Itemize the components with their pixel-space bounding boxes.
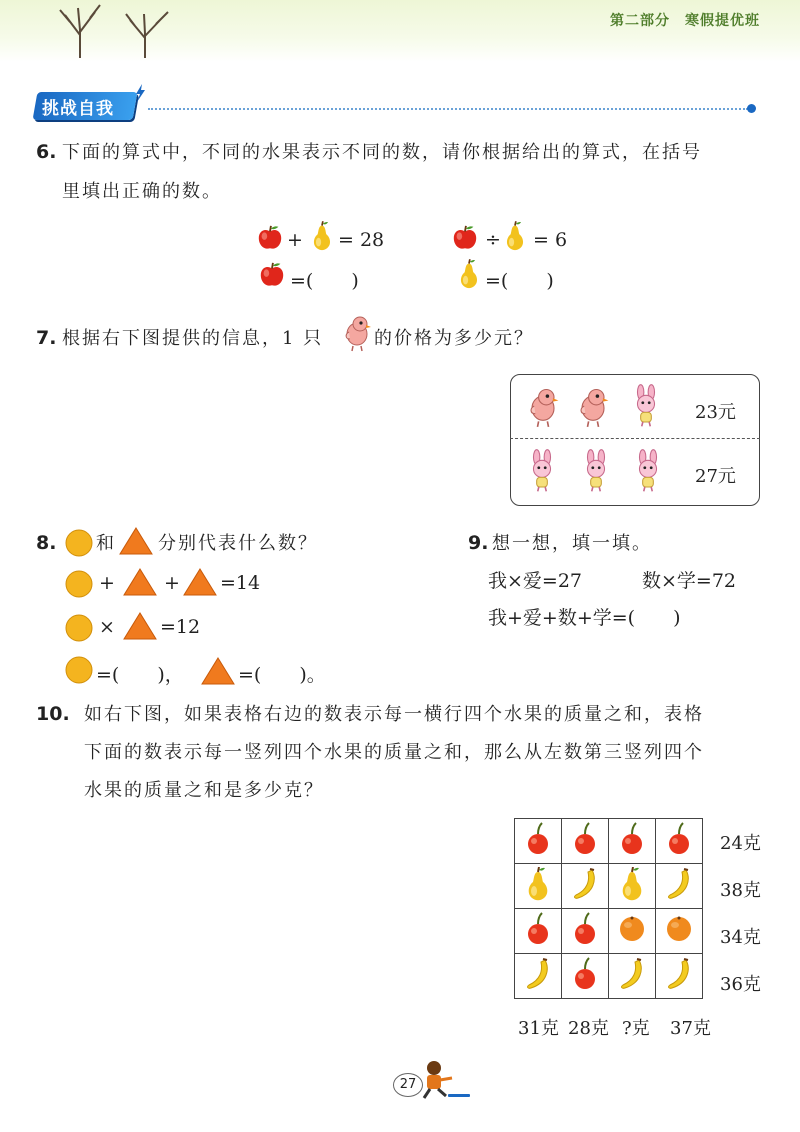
triangle-shape-icon — [118, 526, 154, 556]
q7-table-divider — [510, 438, 760, 439]
fruit-grid-cell — [562, 864, 609, 909]
fruit-grid-cell — [609, 909, 656, 954]
q10-row-sum: 24克 — [720, 833, 761, 854]
q7-row1-price: 23元 — [695, 402, 736, 423]
fruit-grid-cell — [609, 954, 656, 999]
triangle-shape-icon — [182, 567, 218, 597]
q10-row-sum: 36克 — [720, 974, 761, 995]
q6-eq1-rhs: = 28 — [338, 229, 385, 251]
fruit-grid-cell — [656, 864, 703, 909]
cherry-icon — [523, 912, 553, 946]
q6-eq2-rhs: = 6 — [533, 229, 568, 251]
q10-row-sum: 38克 — [720, 880, 761, 901]
cherry-icon — [523, 822, 553, 856]
orange-icon — [664, 912, 694, 946]
circle-shape-icon — [64, 569, 94, 599]
apple-icon — [256, 224, 284, 252]
triangle-shape-icon — [200, 656, 236, 686]
rabbit-icon — [632, 449, 664, 493]
q10-col-sum: 31克 — [518, 1018, 559, 1039]
fruit-grid-row — [515, 819, 703, 864]
banana-icon — [570, 867, 600, 901]
pear-icon — [617, 867, 647, 901]
circle-shape-icon — [64, 655, 94, 685]
q10-col-sum: 37克 — [670, 1018, 711, 1039]
fruit-grid-cell — [515, 909, 562, 954]
q8-eq2-rhs: =12 — [160, 616, 201, 638]
pear-icon — [309, 220, 335, 252]
q9-eq2: 数×学=72 — [642, 570, 737, 592]
divider-dot — [747, 104, 756, 113]
circle-shape-icon — [64, 528, 94, 558]
q9-number: 9. — [468, 532, 489, 554]
q6-eq1-op: + — [287, 229, 303, 251]
circle-shape-icon — [64, 613, 94, 643]
rabbit-icon — [580, 449, 612, 493]
apple-icon — [258, 261, 286, 289]
fruit-grid-cell — [656, 954, 703, 999]
cherry-icon — [617, 822, 647, 856]
bird-icon — [341, 312, 373, 352]
lightning-icon — [134, 84, 146, 102]
banana-icon — [523, 957, 553, 991]
orange-icon — [617, 912, 647, 946]
q10-text-line3: 水果的质量之和是多少克？ — [84, 780, 324, 801]
fruit-grid-cell — [562, 954, 609, 999]
pear-icon — [523, 867, 553, 901]
pear-icon — [502, 220, 528, 252]
fruit-grid-row — [515, 864, 703, 909]
q6-eq2-op: ÷ — [485, 229, 501, 251]
fruit-grid-cell — [562, 909, 609, 954]
q8-answer-circle[interactable]: =( )， — [96, 664, 184, 686]
q8-and: 和 — [96, 533, 116, 554]
rabbit-icon — [526, 449, 558, 493]
q10-number: 10. — [36, 703, 70, 725]
q8-plus: + — [164, 572, 180, 594]
q10-fruit-grid — [514, 818, 703, 999]
q7-row2-price: 27元 — [695, 466, 736, 487]
fruit-grid-cell — [515, 819, 562, 864]
bird-icon — [576, 384, 610, 428]
q10-text-line1: 如右下图，如果表格右边的数表示每一横行四个水果的质量之和，表格 — [84, 704, 704, 725]
fruit-grid-row — [515, 909, 703, 954]
banana-icon — [664, 867, 694, 901]
q7-number: 7. — [36, 327, 57, 349]
q6-answer-pear[interactable]: =( ) — [485, 270, 554, 292]
banana-icon — [617, 957, 647, 991]
q10-col-sum-unknown: ?克 — [622, 1018, 650, 1039]
fruit-grid-cell — [656, 819, 703, 864]
q8-question: 分别代表什么数？ — [158, 533, 318, 554]
running-kid-icon — [418, 1058, 472, 1102]
rabbit-icon — [630, 384, 662, 428]
q6-answer-apple[interactable]: =( ) — [290, 270, 359, 292]
section-divider — [148, 108, 748, 110]
fruit-grid-cell — [656, 909, 703, 954]
pear-icon — [456, 258, 482, 290]
bare-tree-icon — [50, 0, 180, 60]
q7-text-after: 的价格为多少元？ — [374, 328, 534, 349]
q8-plus: + — [99, 572, 115, 594]
cherry-icon — [664, 822, 694, 856]
section-badge-label: 挑战自我 — [42, 99, 114, 119]
cherry-icon — [570, 912, 600, 946]
q8-times: × — [99, 616, 115, 638]
q8-answer-triangle[interactable]: =( )。 — [238, 664, 326, 686]
banana-icon — [664, 957, 694, 991]
q10-text-line2: 下面的数表示每一竖列四个水果的质量之和，那么从左数第三竖列四个 — [84, 742, 704, 763]
q9-eq3-answer[interactable]: 我+爱+数+学=( ) — [488, 607, 681, 629]
q9-eq1: 我×爱=27 — [488, 570, 583, 592]
q8-eq1-rhs: =14 — [220, 572, 261, 594]
header-title: 第二部分 寒假提优班 — [610, 13, 760, 29]
cherry-icon — [570, 822, 600, 856]
fruit-grid-cell — [515, 864, 562, 909]
q10-row-sum: 34克 — [720, 927, 761, 948]
fruit-grid-row — [515, 954, 703, 999]
apple-icon — [451, 224, 479, 252]
fruit-grid-cell — [515, 954, 562, 999]
q6-text-line2: 里填出正确的数。 — [62, 181, 222, 202]
fruit-grid-cell — [609, 864, 656, 909]
page-number: 27 — [393, 1073, 423, 1097]
q7-text-before: 根据右下图提供的信息，1 只 — [62, 328, 324, 349]
triangle-shape-icon — [122, 567, 158, 597]
q6-text-line1: 下面的算式中，不同的水果表示不同的数，请你根据给出的算式，在括号 — [62, 142, 702, 163]
q10-col-sum: 28克 — [568, 1018, 609, 1039]
q6-number: 6. — [36, 141, 57, 163]
bird-icon — [526, 384, 560, 428]
q9-title: 想一想，填一填。 — [492, 533, 652, 554]
fruit-grid-cell — [562, 819, 609, 864]
triangle-shape-icon — [122, 611, 158, 641]
cherry-icon — [570, 957, 600, 991]
fruit-grid-cell — [609, 819, 656, 864]
q8-number: 8. — [36, 532, 57, 554]
